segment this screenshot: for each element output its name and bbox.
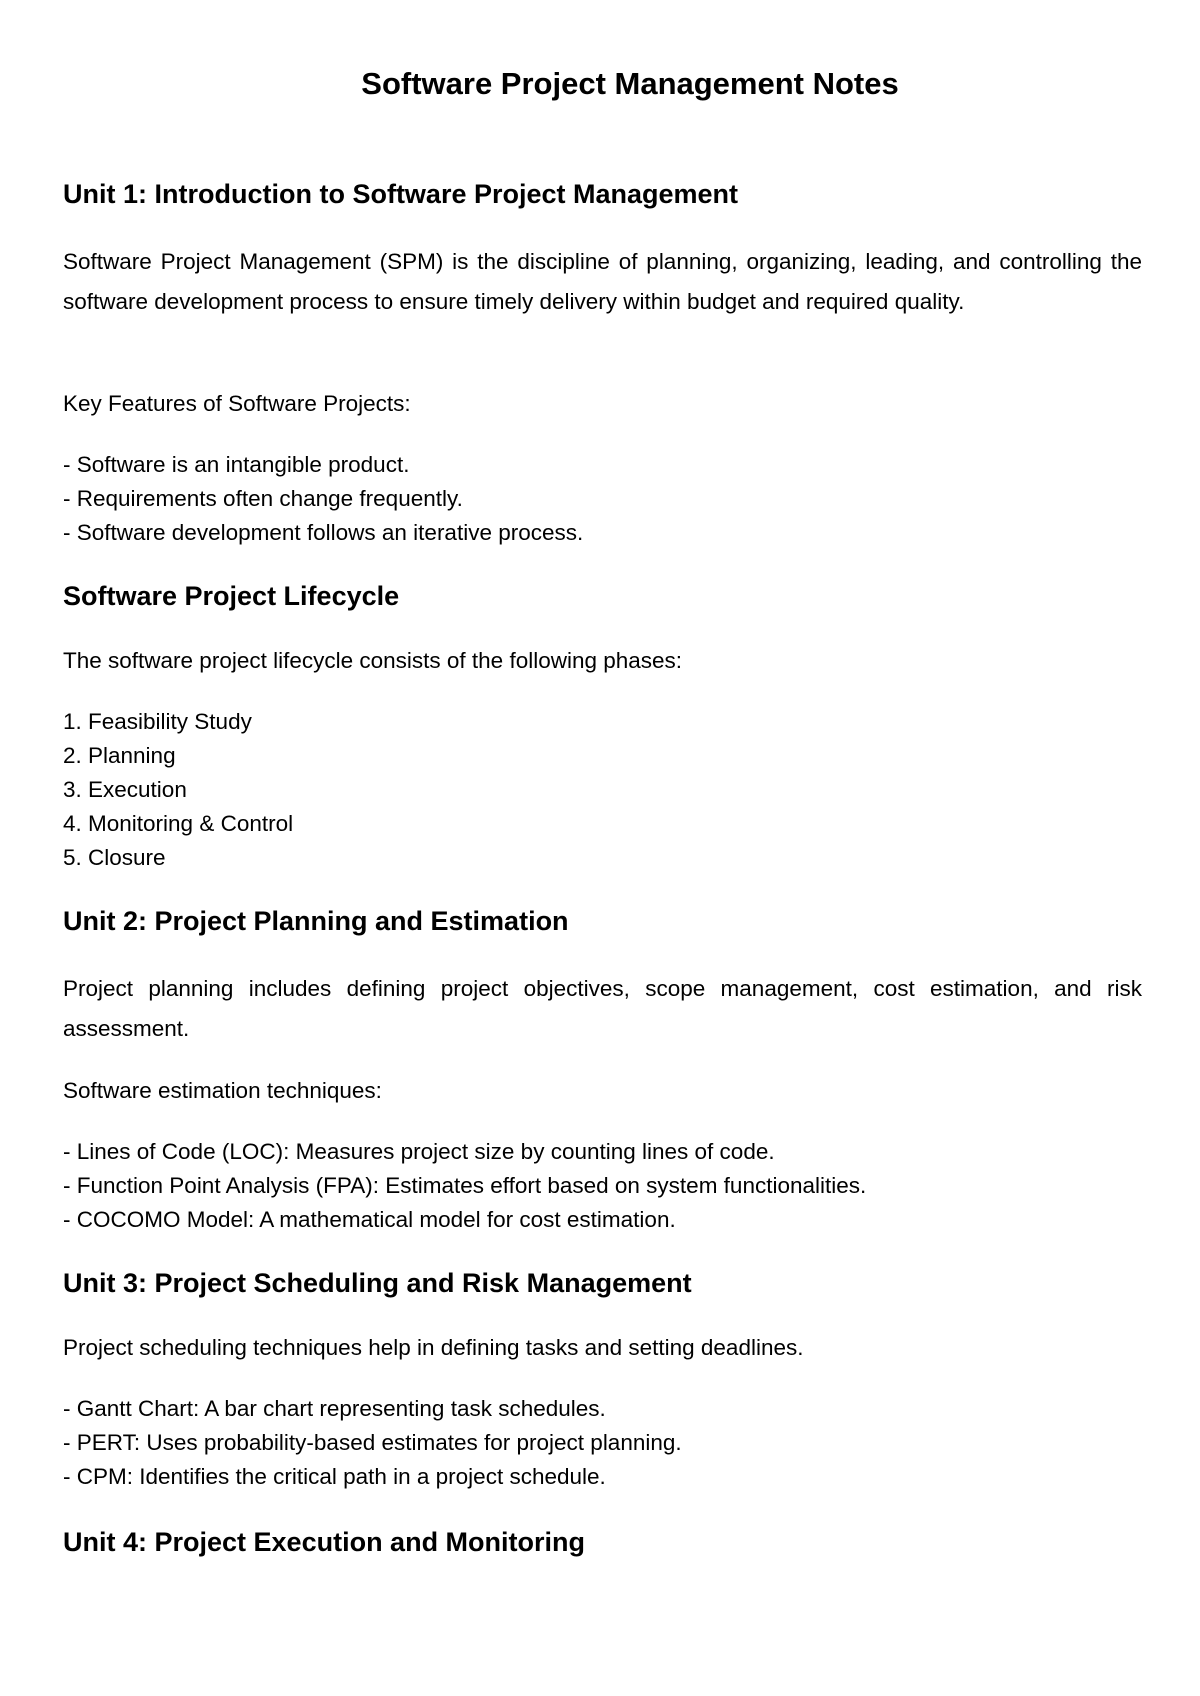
document-title: Software Project Management Notes [361,66,899,101]
lifecycle-phase-item: 5. Closure [63,845,166,870]
unit1-feature-item: - Requirements often change frequently. [63,486,463,511]
lifecycle-phase-item: 4. Monitoring & Control [63,811,294,836]
unit3-technique-item: - PERT: Uses probability-based estimates for project planning. [63,1430,682,1455]
unit2-technique-item: - COCOMO Model: A mathematical model for cost estimation. [63,1207,676,1232]
unit1-heading: Unit 1: Introduction to Software Project Management [63,179,739,209]
lifecycle-phase-item: 3. Execution [63,777,187,802]
unit4-heading: Unit 4: Project Execution and Monitoring [63,1527,586,1557]
unit2-heading: Unit 2: Project Planning and Estimation [63,906,569,936]
unit2-intro-paragraph: Project planning includes defining project objectives, scope management, cost estimation, and risk assessment. [63,976,1142,1041]
unit3-intro: Project scheduling techniques help in defining tasks and setting deadlines. [63,1335,804,1360]
unit1-feature-item: - Software development follows an iterative process. [63,520,584,545]
lifecycle-phase-item: 1. Feasibility Study [63,709,252,734]
unit2-techniques-label: Software estimation techniques: [63,1078,382,1103]
unit1-features-label: Key Features of Software Projects: [63,391,411,416]
unit3-technique-item: - Gantt Chart: A bar chart representing task schedules. [63,1396,606,1421]
lifecycle-heading: Software Project Lifecycle [63,581,400,611]
unit2-technique-item: - Lines of Code (LOC): Measures project size by counting lines of code. [63,1139,775,1164]
unit1-intro-paragraph: Software Project Management (SPM) is the discipline of planning, organizing, leading, and controlling the software development process to ensure timely delivery within budget and required quality. [63,249,1142,314]
unit2-technique-item: - Function Point Analysis (FPA): Estimates effort based on system functionalities. [63,1173,867,1198]
unit3-technique-item: - CPM: Identifies the critical path in a project schedule. [63,1464,606,1489]
lifecycle-phase-item: 2. Planning [63,743,176,768]
unit1-feature-item: - Software is an intangible product. [63,452,410,477]
lifecycle-intro: The software project lifecycle consists of the following phases: [63,648,683,673]
unit3-heading: Unit 3: Project Scheduling and Risk Management [63,1268,692,1298]
